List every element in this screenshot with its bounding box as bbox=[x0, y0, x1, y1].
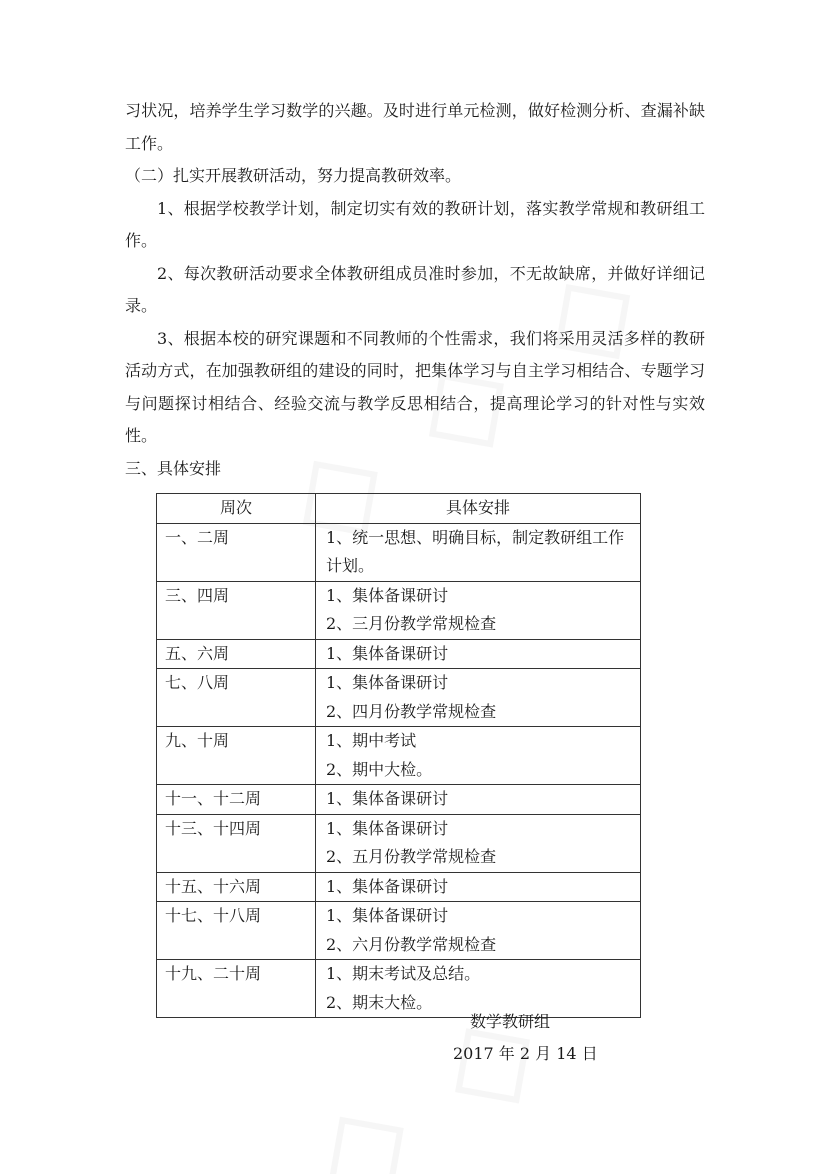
plan-item: 2、四月份教学常规检查 bbox=[326, 701, 497, 721]
table-header-row bbox=[157, 494, 641, 524]
schedule-table bbox=[156, 493, 641, 1018]
week-cell: 十一、十二周 bbox=[157, 785, 316, 815]
plan-item: 1、集体备课研讨 bbox=[326, 673, 449, 692]
document-body bbox=[125, 95, 705, 485]
table-row bbox=[157, 639, 641, 669]
plan-item: 2、期中大检。 bbox=[326, 759, 433, 779]
plan-item: 1、集体备课研讨 bbox=[326, 818, 449, 838]
plan-item: 1、期中考试 bbox=[326, 731, 417, 750]
plan-cell bbox=[316, 960, 641, 1018]
plan-cell bbox=[316, 727, 641, 785]
table-row bbox=[157, 872, 641, 902]
table-row bbox=[157, 902, 641, 960]
plan-cell bbox=[316, 872, 641, 902]
week-cell: 三、四周 bbox=[157, 581, 316, 639]
plan-cell bbox=[316, 902, 641, 960]
plan-cell bbox=[316, 814, 641, 872]
plan-item: 2、期末大检。 bbox=[326, 992, 433, 1012]
section-heading: 三、具体安排 bbox=[125, 458, 222, 478]
table-row bbox=[157, 785, 641, 815]
paragraph: 2、每次教研活动要求全体教研组成员准时参加，不无故缺席，并做好详细记录。 bbox=[125, 263, 705, 315]
paragraph: 1、根据学校教学计划，制定切实有效的教研计划，落实教学常规和教研组工作。 bbox=[125, 198, 705, 250]
plan-item: 1、集体备课研讨 bbox=[326, 876, 449, 896]
week-cell: 九、十周 bbox=[157, 727, 316, 785]
signature: 数学教研组 bbox=[470, 1012, 551, 1031]
week-cell: 十五、十六周 bbox=[157, 872, 316, 902]
header-plan: 具体安排 bbox=[316, 494, 641, 524]
subheading: （二）扎实开展教研活动，努力提高教研效率。 bbox=[125, 166, 462, 185]
plan-cell bbox=[316, 581, 641, 639]
table-row bbox=[157, 814, 641, 872]
week-cell: 一、二周 bbox=[157, 523, 316, 581]
table-row bbox=[157, 581, 641, 639]
week-cell: 七、八周 bbox=[157, 669, 316, 727]
document-date: 2017 年 2 月 14 日 bbox=[453, 1044, 598, 1063]
plan-cell bbox=[316, 669, 641, 727]
plan-item: 1、集体备课研讨 bbox=[326, 643, 449, 663]
week-cell: 十七、十八周 bbox=[157, 902, 316, 960]
plan-cell bbox=[316, 785, 641, 815]
table-row bbox=[157, 960, 641, 1018]
plan-item: 2、六月份教学常规检查 bbox=[326, 934, 497, 954]
plan-item: 1、集体备课研讨 bbox=[326, 585, 449, 605]
week-cell: 五、六周 bbox=[157, 639, 316, 669]
paragraph: 3、根据本校的研究课题和不同教师的个性需求，我们将采用灵活多样的教研活动方式，在加强教研组的建设的同时，把集体学习与自主学习相结合、专题学习与问题探讨相结合、经验交流与教学反思相结合，提高理论学习的针对性与实效性。 bbox=[125, 328, 705, 445]
paragraph: 习状况，培养学生学习数学的兴趣。及时进行单元检测，做好检测分析、查漏补缺工作。 bbox=[125, 101, 705, 153]
week-cell: 十九、二十周 bbox=[157, 960, 316, 1018]
plan-cell bbox=[316, 523, 641, 581]
plan-item: 2、五月份教学常规检查 bbox=[326, 847, 497, 866]
week-cell: 十三、十四周 bbox=[157, 814, 316, 872]
header-week: 周次 bbox=[157, 494, 316, 524]
table-row bbox=[157, 523, 641, 581]
table-row bbox=[157, 727, 641, 785]
plan-item: 1、集体备课研讨 bbox=[326, 906, 449, 925]
plan-item: 1、集体备课研讨 bbox=[326, 789, 449, 808]
table-row bbox=[157, 669, 641, 727]
plan-item: 1、期末考试及总结。 bbox=[326, 964, 481, 983]
plan-cell bbox=[316, 639, 641, 669]
plan-item: 2、三月份教学常规检查 bbox=[326, 614, 497, 633]
plan-item: 1、统一思想、明确目标，制定教研组工作计划。 bbox=[326, 527, 625, 575]
